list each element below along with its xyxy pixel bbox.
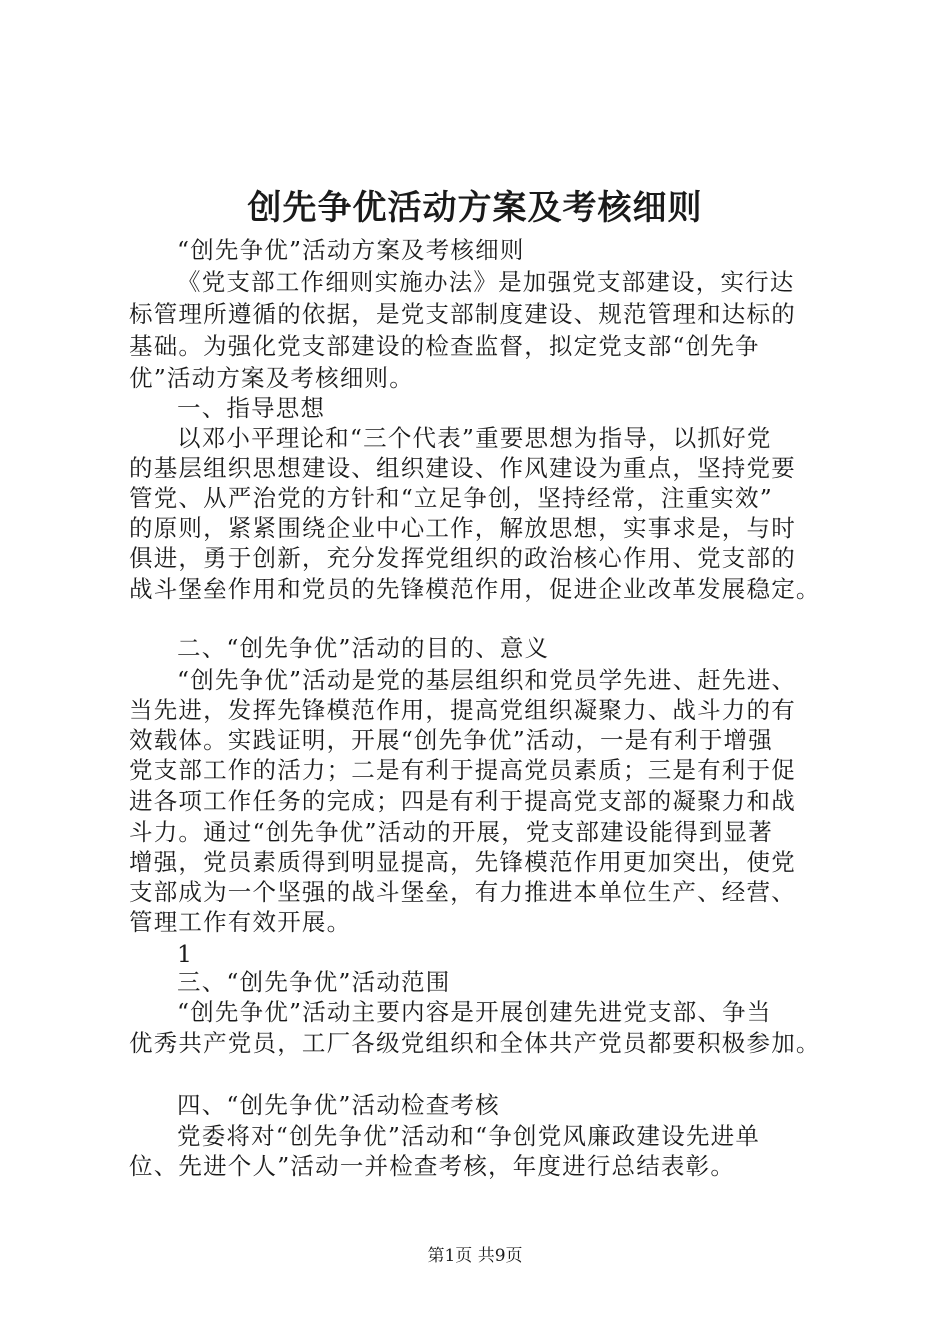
text-line: 优秀共产党员，工厂各级党组织和全体共产党员都要积极参加。 — [129, 1029, 821, 1057]
section-heading: 一、指导思想 — [177, 394, 326, 422]
text-line: 基础。为强化党支部建设的检查监督，拟定党支部“创先争 — [129, 332, 760, 360]
text-line: 增强，党员素质得到明显提高，先锋模范作用更加突出，使党 — [129, 848, 796, 876]
text-line: “创先争优”活动方案及考核细则 — [177, 236, 525, 264]
text-line: 进各项工作任务的完成；四是有利于提高党支部的凝聚力和战 — [129, 787, 796, 815]
page-number-marker: 1 — [177, 940, 194, 968]
text-line: “创先争优”活动主要内容是开展创建先进党支部、争当 — [177, 998, 772, 1026]
text-line: 斗力。通过“创先争优”活动的开展，党支部建设能得到显著 — [129, 818, 773, 846]
text-line: 党支部工作的活力；二是有利于提高党员素质；三是有利于促 — [129, 756, 796, 784]
text-line: 以邓小平理论和“三个代表”重要思想为指导，以抓好党 — [177, 424, 772, 452]
text-line: 的基层组织思想建设、组织建设、作风建设为重点，坚持党要 — [129, 454, 796, 482]
text-line: 支部成为一个坚强的战斗堡垒，有力推进本单位生产、经营、 — [129, 878, 796, 906]
section-heading: 二、“创先争优”活动的目的、意义 — [177, 634, 550, 662]
section-heading: 四、“创先争优”活动检查考核 — [177, 1091, 500, 1119]
text-line: 优”活动方案及考核细则。 — [129, 364, 414, 392]
page-title: 创先争优活动方案及考核细则 — [247, 188, 703, 228]
text-line: 战斗堡垒作用和党员的先锋模范作用，促进企业改革发展稳定。 — [129, 575, 821, 603]
text-line: 的原则，紧紧围绕企业中心工作，解放思想，实事求是，与时 — [129, 514, 796, 542]
text-line: 党委将对“创先争优”活动和“争创党风廉政建设先进单 — [177, 1122, 761, 1150]
section-heading: 三、“创先争优”活动范围 — [177, 968, 451, 996]
page-footer: 第1页 共9页 — [427, 1246, 523, 1266]
text-line: 效载体。实践证明，开展“创先争优”活动，一是有利于增强 — [129, 726, 773, 754]
text-line: 标管理所遵循的依据，是党支部制度建设、规范管理和达标的 — [129, 300, 796, 328]
text-line: “创先争优”活动是党的基层组织和党员学先进、赶先进、 — [177, 666, 797, 694]
text-line: 管理工作有效开展。 — [129, 908, 352, 936]
text-line: 管党、从严治党的方针和“立足争创，坚持经常，注重实效” — [129, 484, 773, 512]
text-line: 《党支部工作细则实施办法》是加强党支部建设，实行达 — [177, 268, 795, 296]
text-line: 俱进，勇于创新，充分发挥党组织的政治核心作用、党支部的 — [129, 544, 796, 572]
text-line: 位、先进个人”活动一并检查考核，年度进行总结表彰。 — [129, 1152, 736, 1180]
text-line: 当先进，发挥先锋模范作用，提高党组织凝聚力、战斗力的有 — [129, 696, 796, 724]
